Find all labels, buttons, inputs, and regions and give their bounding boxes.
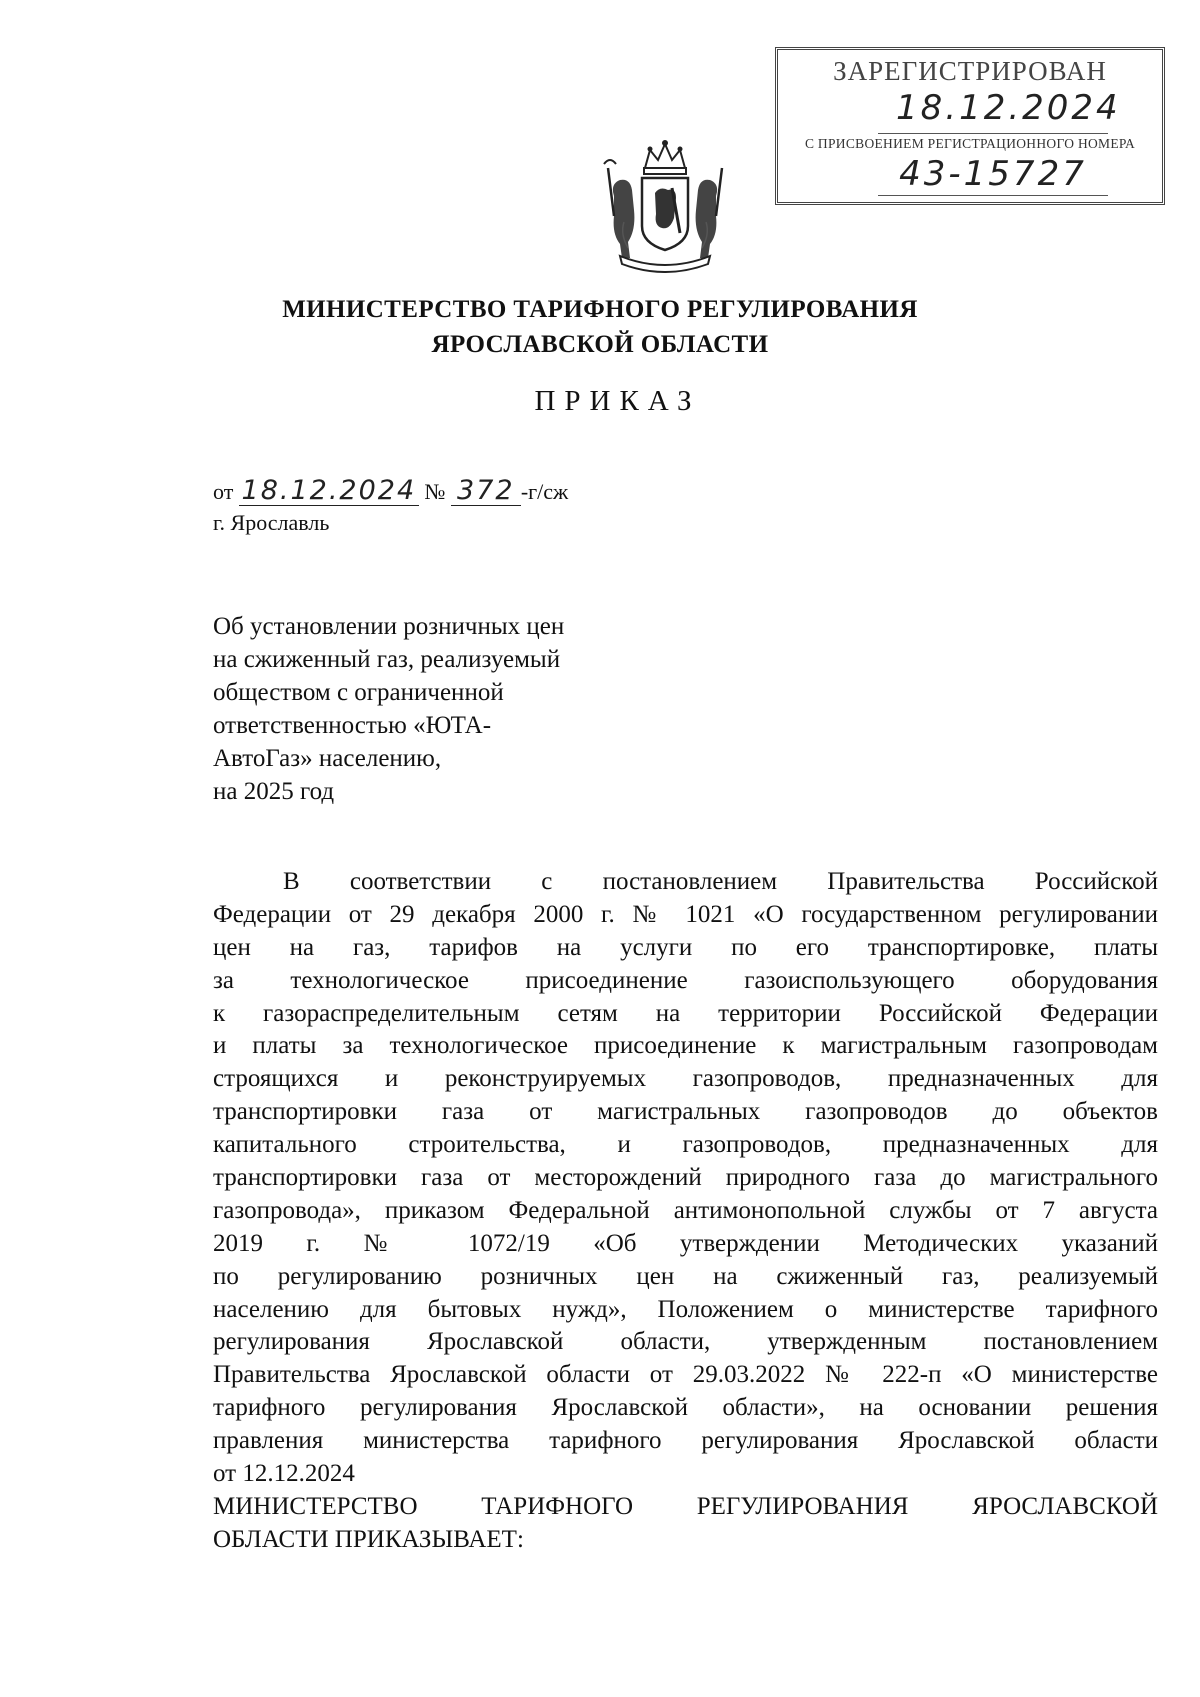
body-line: 2019 г. № 1072/19 «Об утверждении Методических указаний [213,1229,1158,1257]
ministry-title [0,292,1200,362]
body-line: Федерации от 29 декабря 2000 г. № 1021 «О государственном регулировании [213,900,1158,928]
registration-stamp [775,47,1165,205]
ministry-title-line2: ЯРОСЛАВСКОЙ ОБЛАСТИ [431,331,769,358]
order-subject [213,610,633,808]
body-line: Правительства Ярославской области от 29.03.2022 № 222-п «О министерстве [213,1361,1158,1389]
body-line: тарифного регулирования Ярославской области», на основании решения [213,1394,1158,1422]
body-line: транспортировки газа от магистральных газопроводов до объектов [213,1098,1158,1126]
body-line: строящихся и реконструируемых газопроводов, предназначенных для [213,1065,1158,1093]
body-line: правления министерства тарифного регулирования Ярославской области [213,1427,1158,1455]
stamp-divider [878,133,1108,134]
body-line: газопровода», приказом Федеральной антимонопольной службы от 7 августа [213,1196,1158,1224]
subject-line: обществом с ограниченной [213,679,504,706]
document-type: ПРИКАЗ [534,385,701,417]
stamp-registration-number: 43-15727 [899,154,1087,194]
date-number-line [213,477,568,506]
stamp-subtitle: С ПРИСВОЕНИЕМ РЕГИСТРАЦИОННОГО НОМЕРА [804,136,1136,151]
body-line: к газораспределительным сетям на территории Российской Федерации [213,999,1158,1027]
stamp-title: ЗАРЕГИСТРИРОВАН [833,56,1107,86]
order-date: 18.12.2024 [239,477,419,506]
body-line: капитального строительства, и газопроводов, предназначенных для [213,1131,1158,1159]
body-line-directive: МИНИСТЕРСТВО ТАРИФНОГО РЕГУЛИРОВАНИЯ ЯРОСЛАВСКОЙ [213,1492,1158,1520]
order-body [213,866,1158,1557]
body-line: В соответствии с постановлением Правительства Российской [283,868,1158,895]
body-line: от 12.12.2024 [213,1460,355,1488]
body-line: и платы за технологическое присоединение к магистральным газопроводам [213,1032,1158,1060]
subject-line: ответственностью «ЮТА- [213,712,492,739]
subject-line: Об установлении розничных цен [213,613,565,640]
ministry-title-line1: МИНИСТЕРСТВО ТАРИФНОГО РЕГУЛИРОВАНИЯ [282,296,918,323]
stamp-divider [878,195,1108,196]
subject-line: на 2025 год [213,778,335,805]
body-line-directive: ОБЛАСТИ ПРИКАЗЫВАЕТ: [213,1525,524,1553]
body-line: населению для бытовых нужд», Положением о министерстве тарифного [213,1295,1158,1323]
body-line: транспортировки газа от месторождений природного газа до магистрального [213,1164,1158,1192]
body-line: регулирования Ярославской области, утвержденным постановлением [213,1328,1158,1356]
order-number: 372 [451,477,521,506]
coat-of-arms-icon [600,138,730,273]
number-suffix: -г/сж [520,479,569,504]
stamp-date: 18.12.2024 [896,88,1121,128]
number-prefix: № [424,479,446,504]
subject-line: на сжиженный газ, реализуемый [213,646,561,673]
city: г. Ярославль [213,510,330,535]
body-line: цен на газ, тарифов на услуги по его транспортировке, платы [213,933,1158,961]
subject-line: АвтоГаз» населению, [213,745,442,772]
body-line: по регулированию розничных цен на сжиженный газ, реализуемый [213,1262,1158,1290]
date-prefix: от [213,479,234,504]
body-line: за технологическое присоединение газоиспользующего оборудования [213,966,1158,994]
